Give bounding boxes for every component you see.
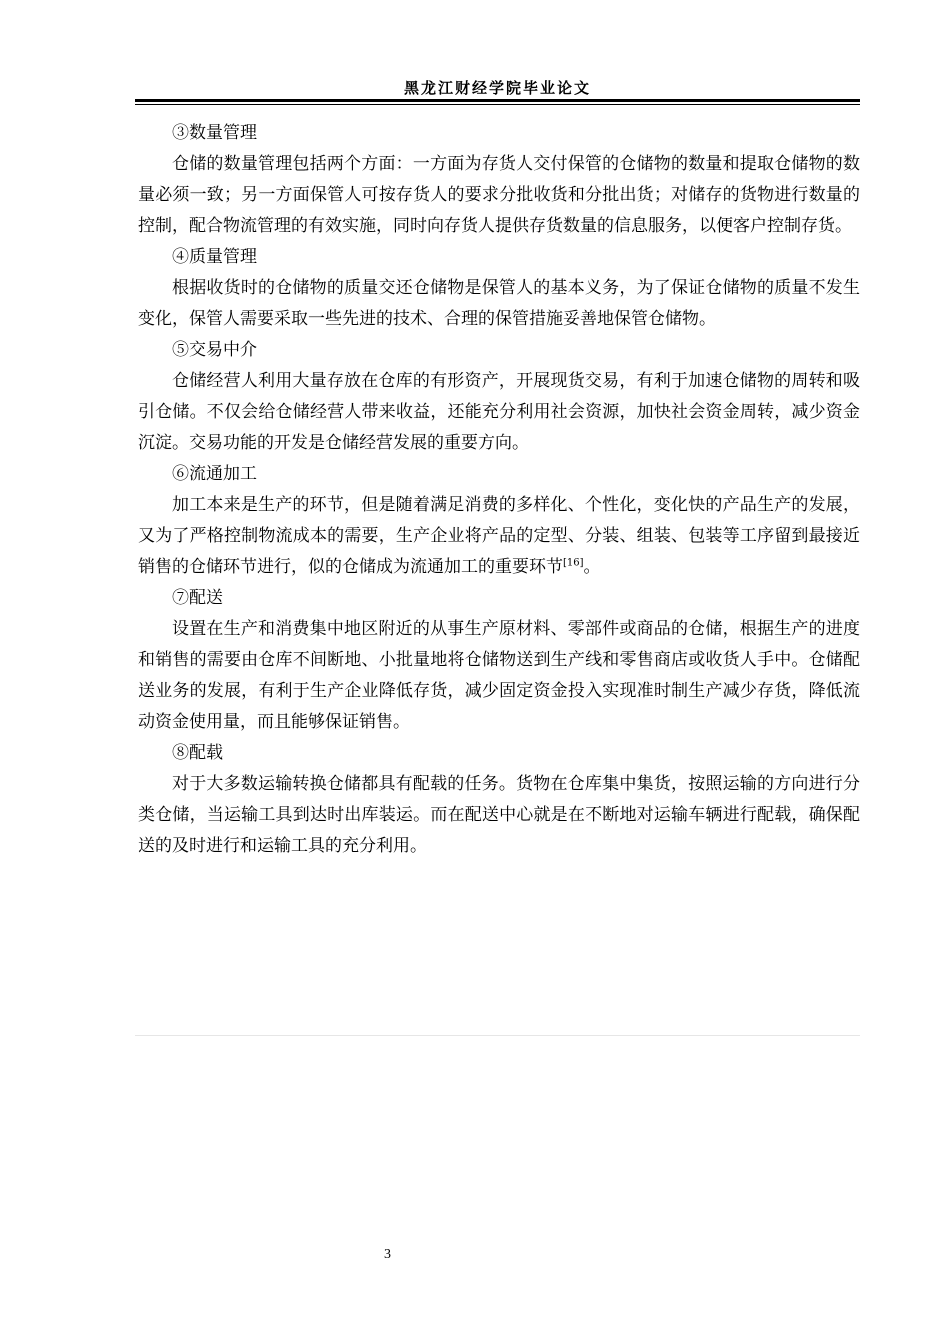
page-number: 3 (384, 1247, 391, 1262)
paragraph-distribution: 设置在生产和消费集中地区附近的从事生产原材料、零部件或商品的仓储，根据生产的进度和销售的需要由仓库不间断地、小批量地将仓储物送到生产线和零售商店或收货人手中。仓储配送业务的发展，有利于生产企业降低存货，减少固定资金投入实现准时制生产减少存货，降低流动资金使用量，而且能够保证销售。 (138, 619, 860, 732)
section-heading-loading: ⑧配载 (172, 743, 223, 763)
footer-rule (135, 1035, 860, 1036)
paragraph-processing-end: 。 (583, 557, 601, 577)
section-heading-distribution: ⑦配送 (172, 588, 223, 608)
paragraph-quantity: 仓储的数量管理包括两个方面：一方面为存货人交付保管的仓储物的数量和提取仓储物的数量必须一致；另一方面保管人可按存货人的要求分批收货和分批出货；对储存的货物进行数量的控制，配合物流管理的有效实施，同时向存货人提供存货数量的信息服务，以便客户控制存货。 (138, 154, 860, 236)
section-heading-processing: ⑥流通加工 (172, 464, 257, 484)
paragraph-processing (138, 490, 860, 583)
citation-marker: [16] (563, 557, 584, 569)
paragraph-quality: 根据收货时的仓储物的质量交还仓储物是保管人的基本义务，为了保证仓储物的质量不发生变化，保管人需要采取一些先进的技术、合理的保管措施妥善地保管仓储物。 (138, 278, 860, 329)
header-rule-thick (135, 99, 860, 102)
section-heading-trade: ⑤交易中介 (172, 340, 257, 360)
header-rule-thin (135, 104, 860, 105)
body-text (138, 118, 860, 862)
paragraph-processing-text: 加工本来是生产的环节，但是随着满足消费的多样化、个性化，变化快的产品生产的发展，又为了严格控制物流成本的需要，生产企业将产品的定型、分装、组装、包装等工序留到最接近销售的仓储环节进行，似的仓储成为流通加工的重要环节 (138, 495, 860, 577)
paragraph-trade: 仓储经营人利用大量存放在仓库的有形资产，开展现货交易，有利于加速仓储物的周转和吸引仓储。不仅会给仓储经营人带来收益，还能充分利用社会资源，加快社会资金周转，减少资金沉淀。交易功能的开发是仓储经营发展的重要方向。 (138, 371, 860, 453)
section-heading-quality: ④质量管理 (172, 247, 257, 267)
running-header-title: 黑龙江财经学院毕业论文 (403, 79, 591, 97)
section-heading-quantity: ③数量管理 (172, 123, 257, 143)
paragraph-loading: 对于大多数运输转换仓储都具有配载的任务。货物在仓库集中集货，按照运输的方向进行分类仓储，当运输工具到达时出库装运。而在配送中心就是在不断地对运输车辆进行配载，确保配送的及时进行和运输工具的充分利用。 (138, 774, 860, 856)
